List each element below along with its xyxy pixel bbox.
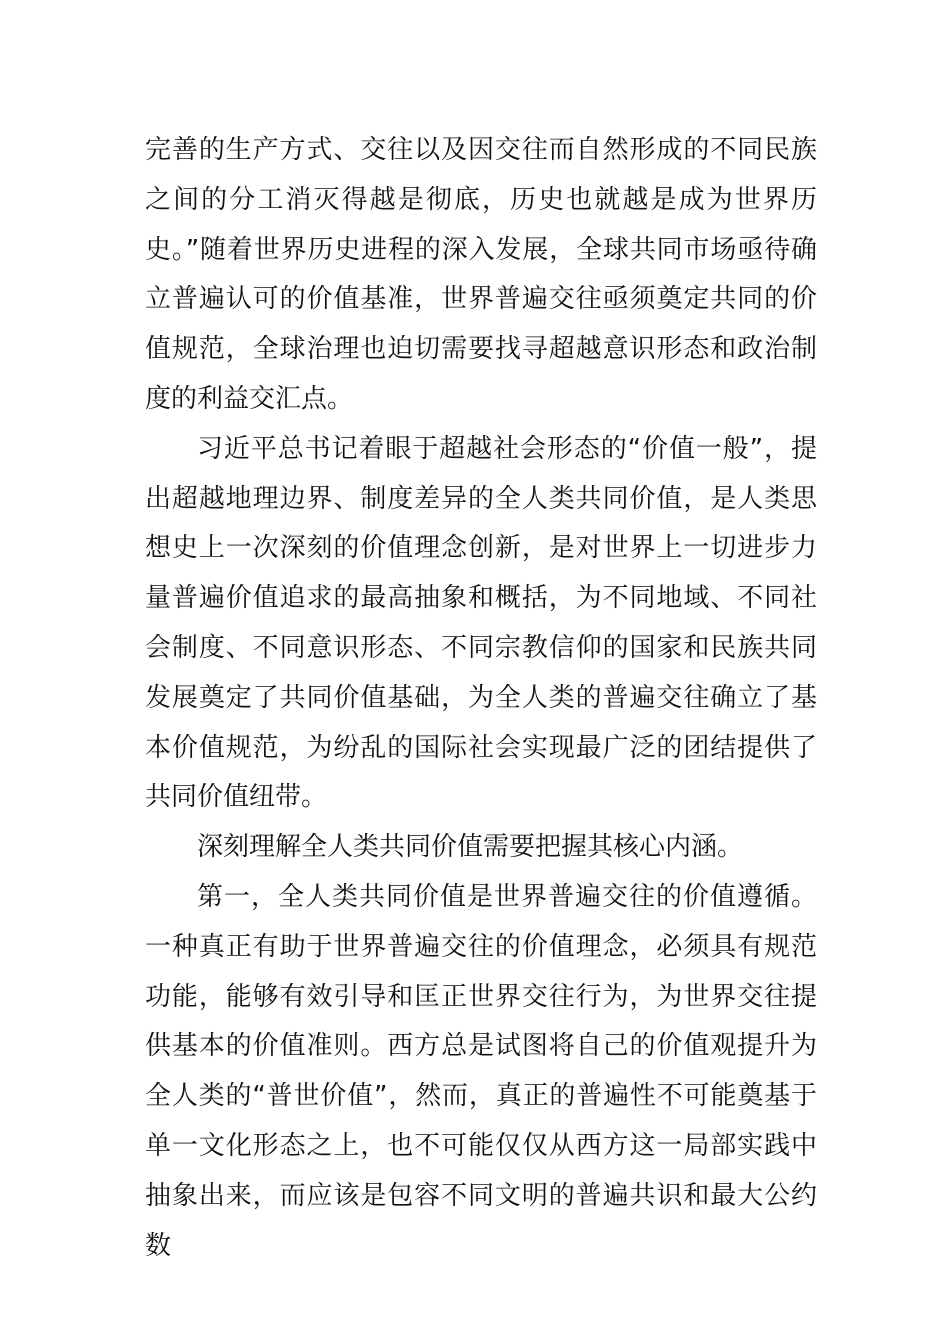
paragraph-2: 习近平总书记着眼于超越社会形态的“价值一般”，提出超越地理边界、制度差异的全人类共同价值，是人类思想史上一次深刻的价值理念创新，是对世界上一切进步力量普遍价值追求的最高抽象和概括，为不同地域、不同社会制度、不同意识形态、不同宗教信仰的国家和民族共同发展奠定了共同价值基础，为全人类的普遍交往确立了基本价值规范，为纷乱的国际社会实现最广泛的团结提供了共同价值纽带。 — [145, 433, 817, 813]
paragraph-3: 深刻理解全人类共同价值需要把握其核心内涵。 — [197, 832, 744, 863]
paragraph-1: 完善的生产方式、交往以及因交往而自然形成的不同民族之间的分工消灭得越是彻底，历史也就越是成为世界历史。”随着世界历史进程的深入发展，全球共同市场亟待确立普遍认可的价值基准，世界普遍交往亟须奠定共同的价值规范，全球治理也迫切需要找寻超越意识形态和政治制度的利益交汇点。 — [145, 135, 817, 414]
body-text — [145, 126, 817, 1271]
paragraph-4: 第一，全人类共同价值是世界普遍交往的价值遵循。一种真正有助于世界普遍交往的价值理念，必须具有规范功能，能够有效引导和匡正世界交往行为，为世界交往提供基本的价值准则。西方总是试图将自己的价值观提升为全人类的“普世价值”，然而，真正的普遍性不可能奠基于单一文化形态之上，也不可能仅仅从西方这一局部实践中抽象出来，而应该是包容不同文明的普遍共识和最大公约数 — [145, 881, 817, 1261]
